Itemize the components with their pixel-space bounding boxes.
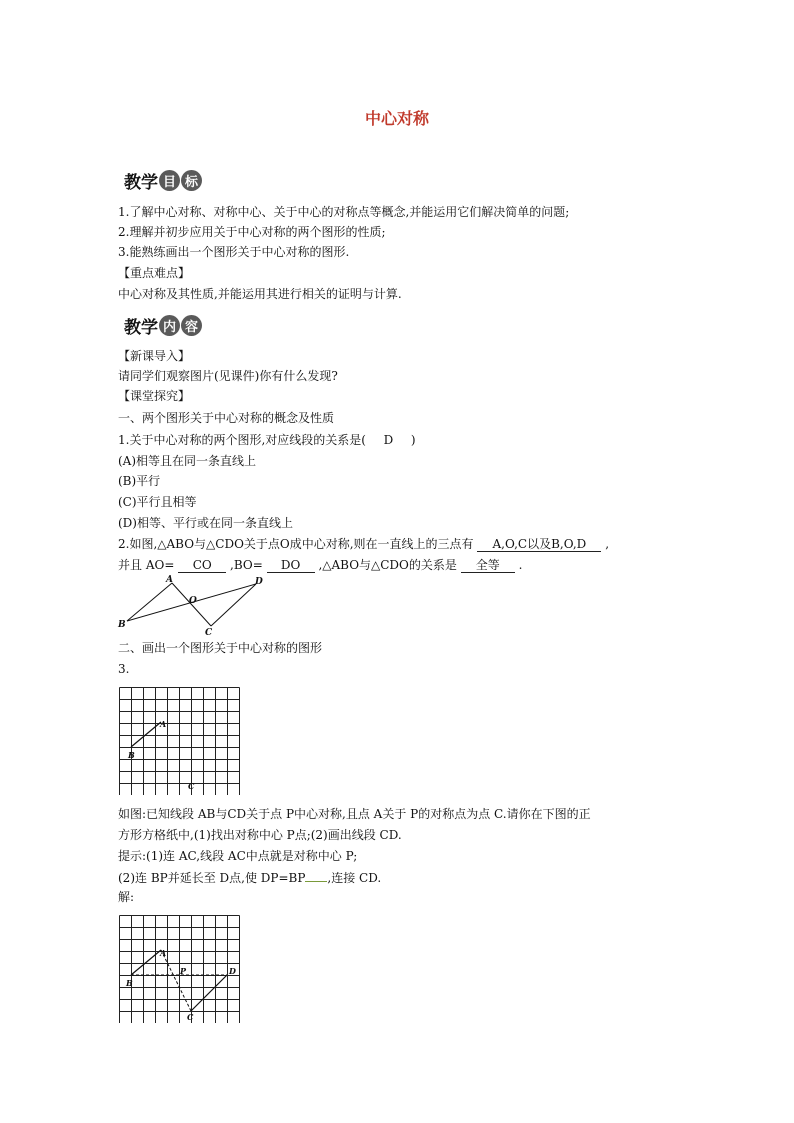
explore-label: 【课堂探究】 (118, 389, 191, 403)
q3-text-line1: 如图:已知线段 AB与CD关于点 P中心对称,且点 A关于 P的对称点为点 C.请你在下图的正 (118, 807, 591, 821)
grid-figure-solution (119, 915, 245, 1023)
hint-green-blank (305, 869, 327, 882)
grid2-label-d: D (229, 966, 236, 976)
goal-item-2: 2.理解并初步应用关于中心对称的两个图形的性质; (118, 225, 386, 239)
hint-line2-post: ,连接 CD. (327, 871, 382, 885)
q1-option-b: (B)平行 (118, 474, 161, 488)
goals-badge-2: 标 (181, 170, 202, 191)
fig1-label-c: C (205, 628, 213, 636)
part2-title: 二、画出一个图形关于中心对称的图形 (118, 641, 323, 655)
content-heading-text: 教学 (124, 317, 158, 338)
q2-line1-text: 2.如图,△ABO与△CDO关于点O成中心对称,则在一直线上的三点有 (118, 537, 474, 551)
hint-line2 (118, 869, 381, 886)
hint-line2-text: (2)连 BP并延长至 D点,使 DP=BP (118, 871, 306, 885)
q1-option-d: (D)相等、平行或在同一条直线上 (118, 516, 293, 530)
q2-line2-mid1: ,BO= (230, 558, 263, 572)
q2-line2-mid2: ,△ABO与△CDO的关系是 (318, 558, 457, 572)
solution-label: 解: (118, 890, 135, 904)
q1-option-a: (A)相等且在同一条直线上 (118, 454, 257, 468)
grid2-segment-ab (131, 950, 161, 975)
content-badge-1: 内 (159, 315, 180, 336)
grid1-label-a: A (160, 719, 167, 729)
q2-answer-relation: 全等 (461, 558, 515, 573)
q2-line1-post: , (605, 537, 610, 551)
goals-heading (124, 168, 202, 192)
hint-line1: 提示:(1)连 AC,线段 AC中点就是对称中心 P; (118, 849, 358, 863)
fig1-label-b: B (118, 620, 126, 630)
q2-answer-collinear: A,O,C以及B,O,D (477, 537, 601, 552)
content-badge-2: 容 (181, 315, 202, 336)
q1-stem (118, 432, 416, 448)
q1-stem-text: 1.关于中心对称的两个图形,对应线段的关系是( (118, 433, 366, 447)
grid2-label-c: C (187, 1012, 194, 1022)
part1-title: 一、两个图形关于中心对称的概念及性质 (118, 411, 335, 425)
intro-label: 【新课导入】 (118, 349, 191, 363)
q3-number: 3. (118, 662, 130, 676)
fig1-label-d: D (255, 577, 263, 587)
content-heading (124, 313, 202, 337)
q1-option-c: (C)平行且相等 (118, 495, 197, 509)
key-points-label: 【重点难点】 (118, 266, 191, 280)
q2-line2-pre: 并且 AO= (118, 558, 175, 572)
goals-heading-text: 教学 (124, 172, 158, 193)
grid-figure-question (119, 687, 245, 795)
key-points-text: 中心对称及其性质,并能运用其进行相关的证明与计算. (118, 287, 402, 301)
goal-item-1: 1.了解中心对称、对称中心、关于中心的对称点等概念,并能运用它们解决简单的问题; (118, 205, 570, 219)
q2-answer-bo: DO (267, 558, 315, 573)
grid2-label-p: P (180, 966, 187, 976)
q2-line2-post: . (518, 558, 523, 572)
q2-line2 (118, 557, 522, 573)
q2-answer-ao: CO (178, 558, 226, 573)
grid1-label-c: C (188, 781, 195, 791)
page-title: 中心对称 (364, 109, 429, 128)
goals-badge-1: 目 (159, 170, 180, 191)
grid2-label-a: A (160, 948, 167, 958)
grid2-segment-cd (191, 975, 227, 1011)
grid1-segment-ab (131, 722, 161, 747)
grid2-segment-ac (161, 950, 191, 1011)
figure-triangles (116, 574, 278, 636)
q1-answer: D (383, 433, 394, 447)
fig1-label-a: A (166, 575, 173, 585)
goal-item-3: 3.能熟练画出一个图形关于中心对称的图形. (118, 245, 350, 259)
fig1-label-o: O (189, 596, 197, 606)
q2-line1 (118, 536, 609, 552)
intro-text: 请同学们观察图片(见课件)你有什么发现? (118, 369, 338, 383)
segment-ba (127, 583, 172, 621)
grid1-label-b: B (128, 750, 135, 760)
grid2-label-b: B (126, 978, 133, 988)
q3-text-line2: 方形方格纸中,(1)找出对称中心 P点;(2)画出线段 CD. (118, 828, 402, 842)
q1-close: ) (410, 433, 416, 447)
